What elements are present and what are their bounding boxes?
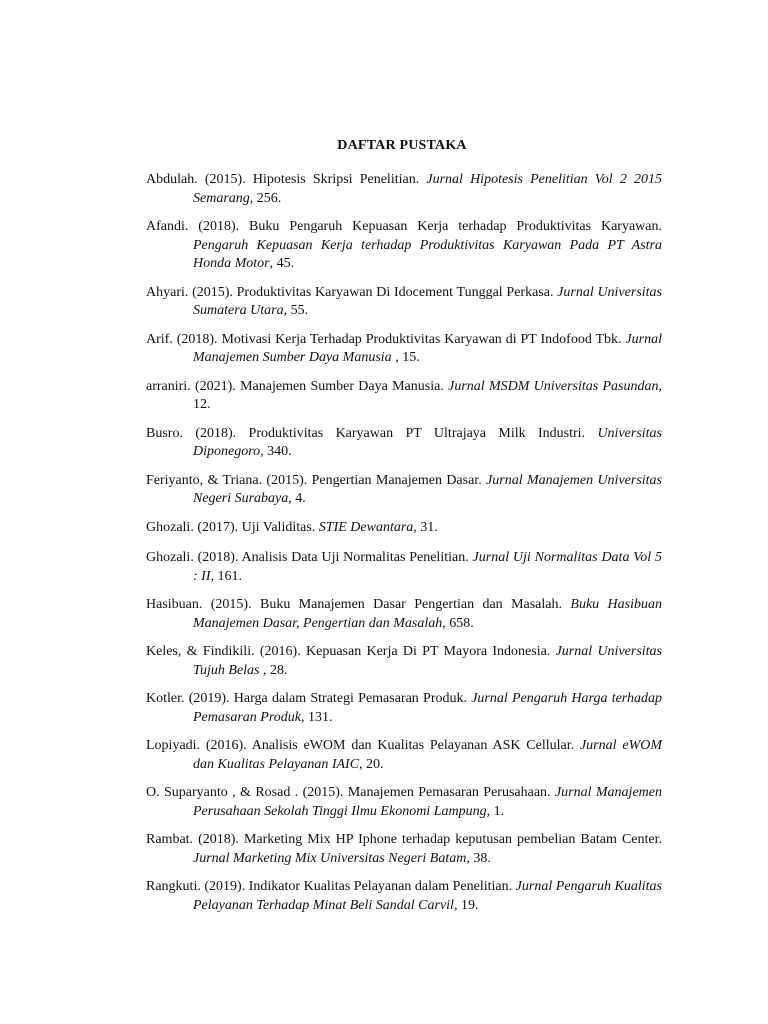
reference-source: Jurnal Manajemen Sumber Daya Manusia — [193, 331, 662, 365]
reference-source: Buku Hasibuan Manajemen Dasar, Pengertian dan Masalah — [193, 597, 663, 631]
reference-author-title: Arif. (2018). Motivasi Kerja Terhadap Produktivitas Karyawan di PT Indofood Tbk. — [146, 331, 626, 347]
reference-page: , 38. — [466, 850, 491, 866]
reference-entry — [146, 831, 662, 868]
reference-author-title: Busro. (2018). Produktivitas Karyawan PT Ultrajaya Milk Industri. — [146, 425, 598, 441]
reference-source: Jurnal eWOM dan Kualitas Pelayanan IAIC — [193, 738, 663, 772]
page-title: DAFTAR PUSTAKA — [337, 138, 467, 153]
reference-author-title: Kotler. (2019). Harga dalam Strategi Pemasaran Produk. — [146, 691, 472, 706]
reference-author-title: Hasibuan. (2015). Buku Manajemen Dasar Pengertian dan Masalah. — [146, 597, 571, 612]
reference-author-title: arraniri. (2021). Manajemen Sumber Daya Manusia. — [146, 378, 449, 394]
reference-source: Jurnal MSDM Universitas Pasundan — [448, 378, 659, 394]
reference-author-title: Ghozali. (2017). Uji Validitas. — [146, 519, 319, 535]
reference-source: Jurnal Universitas Sumatera Utara — [193, 284, 662, 318]
reference-page: , 1. — [486, 803, 505, 819]
reference-author-title: Ahyari. (2015). Produktivitas Karyawan Di Idocement Tunggal Perkasa. — [146, 284, 558, 300]
reference-source: Jurnal Manajemen Perusahaan Sekolah Tinggi Ilmu Ekonomi Lampung — [193, 785, 662, 819]
reference-author-title: Lopiyadi. (2016). Analisis eWOM dan Kualitas Pelayanan ASK Cellular. — [146, 738, 580, 753]
reference-entry — [146, 472, 662, 509]
reference-source: Jurnal Manajemen Universitas Negeri Surabaya — [193, 472, 662, 506]
reference-page: , 4. — [288, 491, 306, 506]
reference-entry — [146, 331, 662, 368]
reference-page: , 161. — [210, 568, 242, 584]
reference-entry — [146, 549, 662, 586]
reference-source: Pengaruh Kepuasan Kerja terhadap Produktivitas Karyawan Pada PT Astra Honda Motor — [193, 237, 662, 271]
reference-entry — [146, 284, 662, 321]
reference-page: , 19. — [453, 897, 479, 913]
reference-entry — [146, 171, 662, 208]
reference-source: STIE Dewantara — [318, 519, 414, 535]
reference-list — [146, 171, 662, 925]
reference-source: Jurnal Universitas Tujuh Belas — [193, 644, 662, 678]
reference-page: , 15. — [391, 350, 420, 365]
reference-page: , 28. — [259, 662, 288, 678]
reference-entry — [146, 378, 662, 415]
reference-entry — [146, 878, 662, 915]
reference-author-title: Ghozali. (2018). Analisis Data Uji Normalitas Penelitian. — [146, 550, 473, 565]
reference-page: , 20. — [359, 756, 384, 772]
reference-page: , 658. — [442, 615, 474, 631]
reference-entry — [146, 784, 662, 821]
reference-source: Jurnal Pengaruh Harga terhadap Pemasaran Produk — [193, 691, 663, 725]
reference-source: Jurnal Uji Normalitas Data Vol 5 : II — [193, 550, 662, 584]
reference-author-title: Rambat. (2018). Marketing Mix HP Iphone terhadap keputusan pembelian Batam Center. — [146, 832, 662, 847]
reference-author-title: Afandi. (2018). Buku Pengaruh Kepuasan Kerja terhadap Produktivitas Karyawan. — [146, 219, 662, 234]
reference-entry — [146, 519, 662, 538]
reference-page: , 12. — [193, 378, 662, 412]
reference-entry — [146, 643, 662, 680]
reference-source: Jurnal Hipotesis Penelitian Vol 2 2015 Semarang — [193, 172, 662, 206]
reference-page: , 31. — [413, 519, 438, 535]
reference-page: , 45. — [269, 256, 295, 271]
reference-page: , 55. — [283, 303, 309, 318]
reference-author-title: O. Suparyanto , & Rosad . (2015). Manajemen Pemasaran Perusahaan. — [146, 785, 555, 800]
reference-author-title: Keles, & Findikili. (2016). Kepuasan Kerja Di PT Mayora Indonesia. — [146, 644, 556, 659]
reference-source: Universitas Diponegoro — [193, 425, 662, 459]
reference-page: , 340. — [260, 444, 292, 459]
reference-author-title: Rangkuti. (2019). Indikator Kualitas Pelayanan dalam Penelitian. — [146, 879, 516, 894]
reference-entry — [146, 425, 662, 462]
reference-page: , 256. — [249, 190, 282, 206]
reference-author-title: Abdulah. (2015). Hipotesis Skripsi Penelitian. — [146, 172, 427, 187]
reference-author-title: Feriyanto, & Triana. (2015). Pengertian Manajemen Dasar. — [146, 472, 487, 488]
reference-entry — [146, 737, 662, 774]
reference-page: , 131. — [300, 709, 333, 725]
reference-source: Jurnal Marketing Mix Universitas Negeri Batam — [193, 850, 467, 866]
reference-entry — [146, 218, 662, 274]
reference-entry — [146, 596, 662, 633]
reference-source: Jurnal Pengaruh Kualitas Pelayanan Terhadap Minat Beli Sandal Carvil — [193, 879, 662, 913]
reference-entry — [146, 690, 662, 727]
